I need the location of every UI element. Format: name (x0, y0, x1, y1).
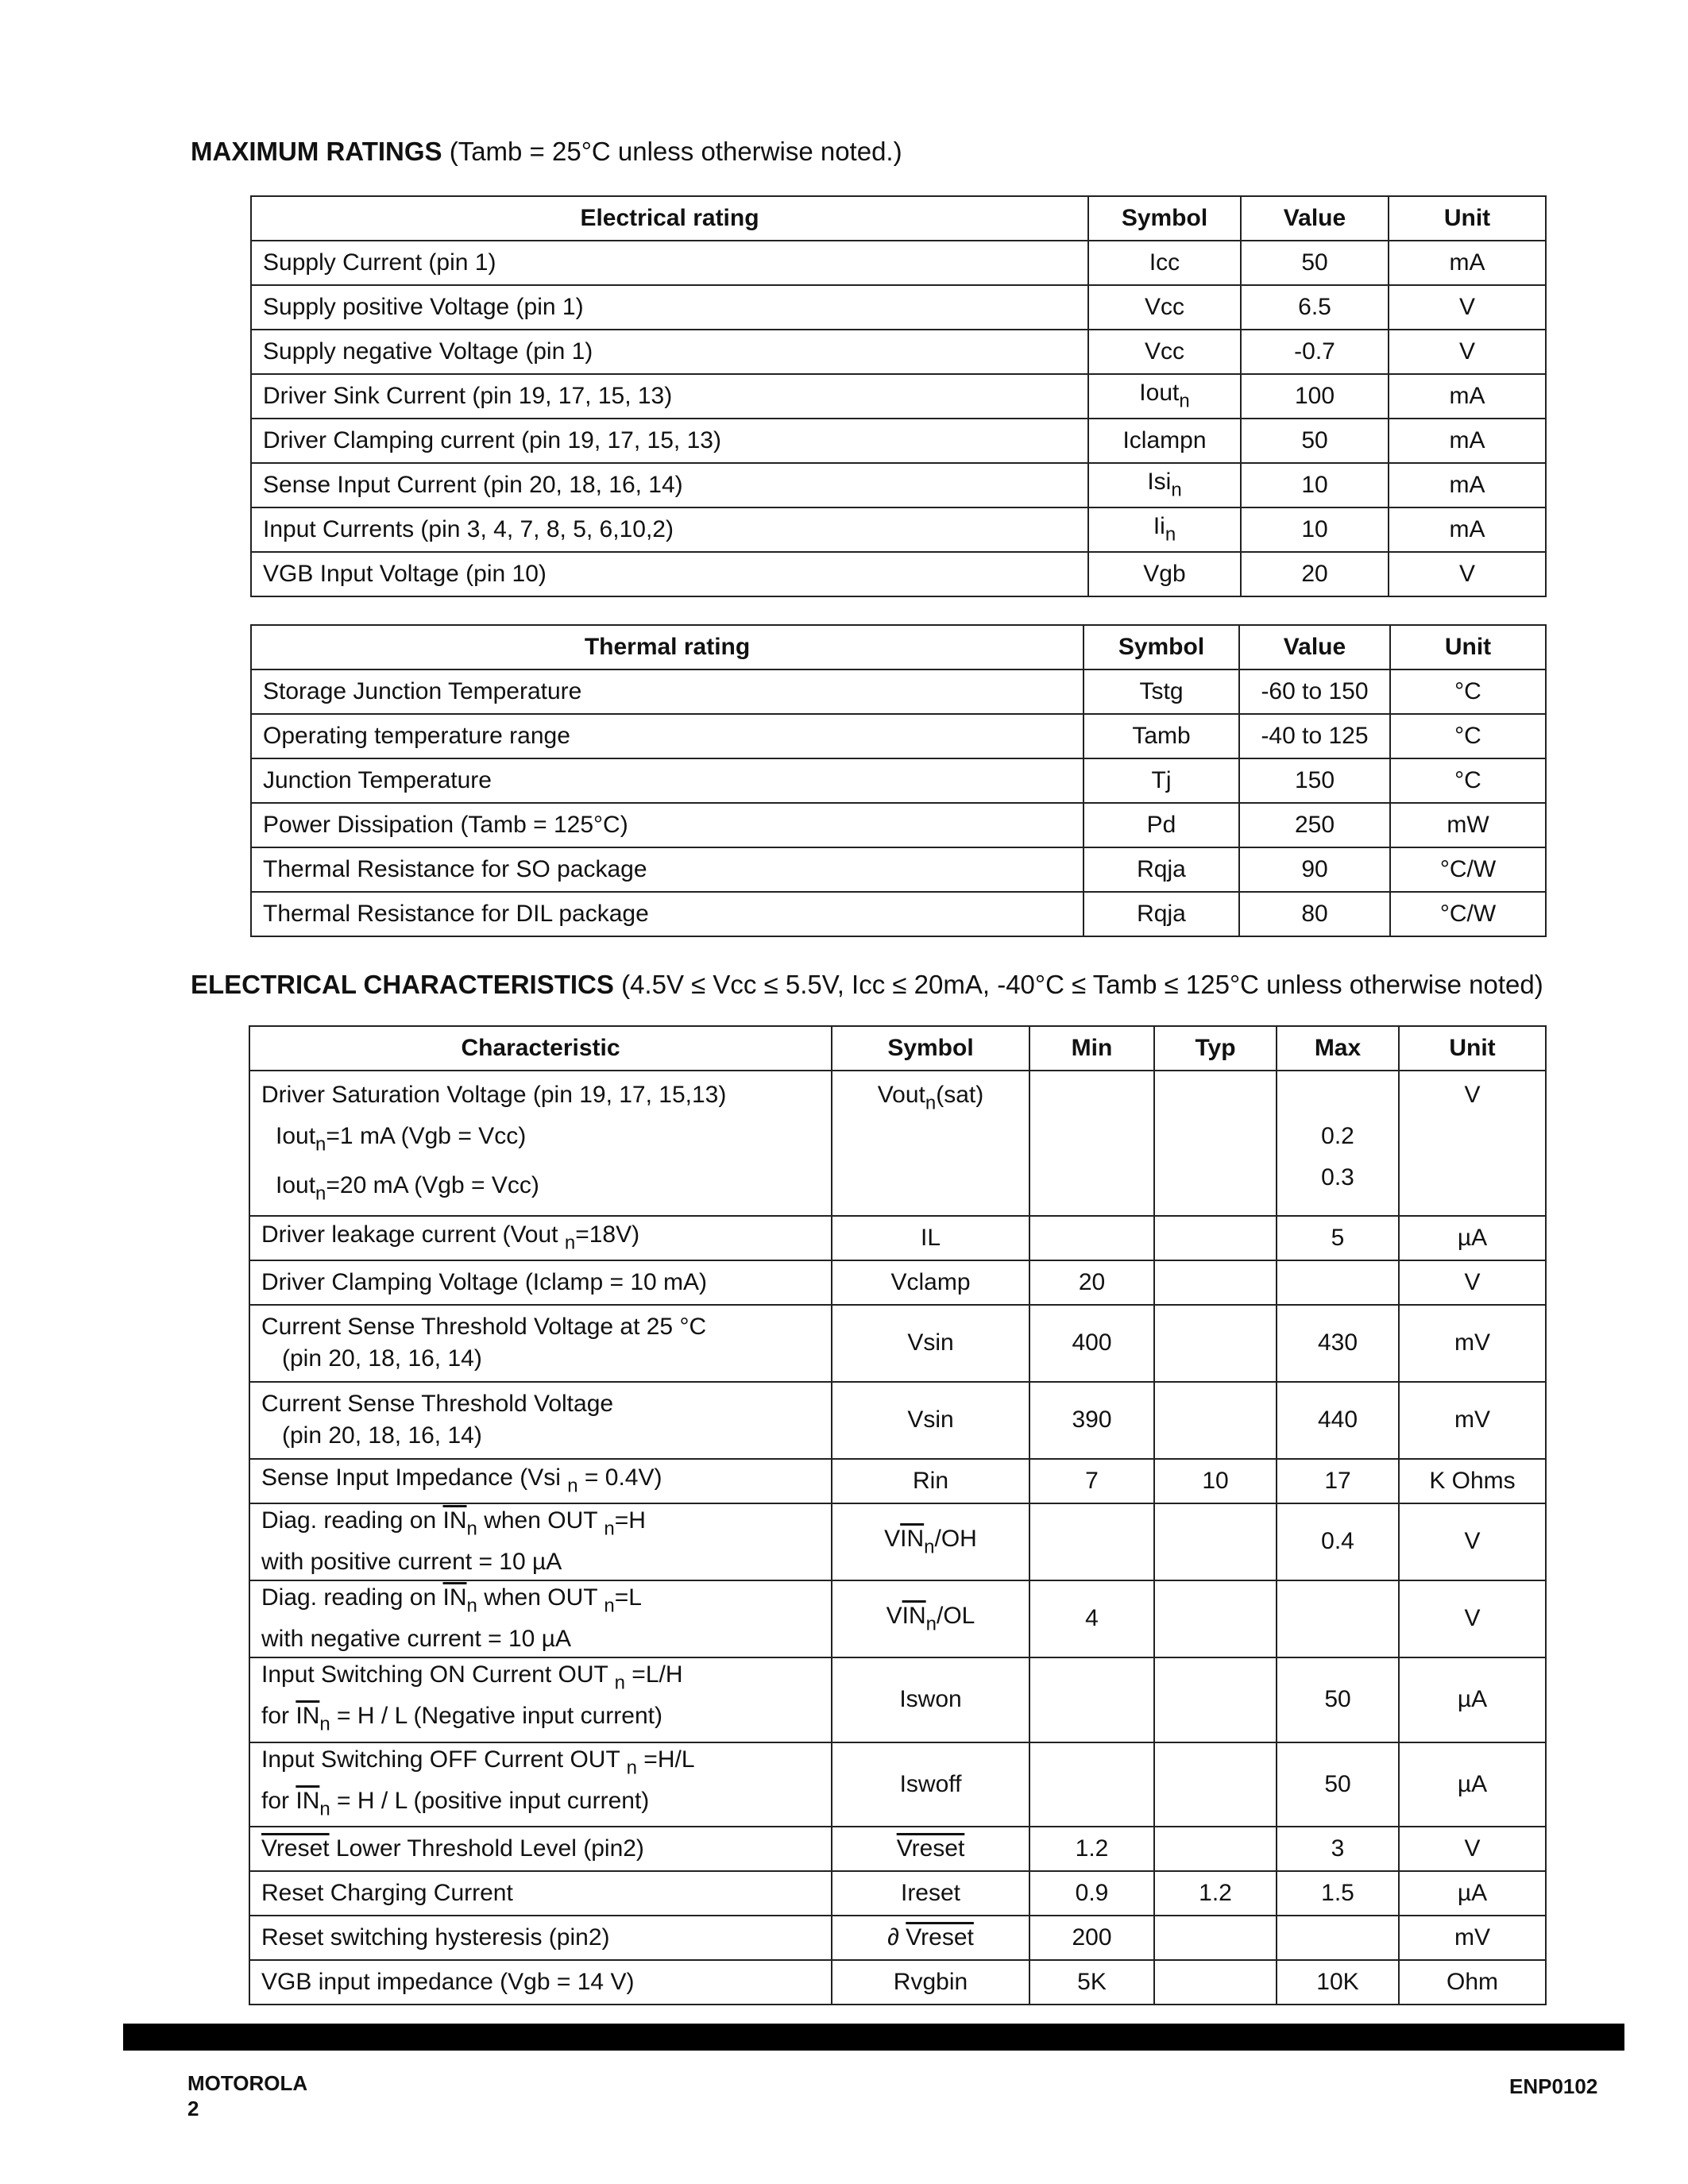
col-header: Max (1277, 1026, 1399, 1071)
characteristic-line: with positive current = 10 µA (261, 1549, 562, 1576)
table-row (251, 714, 1546, 758)
table-row (249, 1580, 1546, 1657)
symbol-subscript: n (1171, 479, 1182, 501)
unit-cell: V (1389, 330, 1546, 374)
value-cell: 80 (1239, 892, 1390, 936)
text-span: Diag. reading on (261, 1584, 443, 1611)
max-cell: 430 (1277, 1305, 1399, 1382)
unit-cell: mA (1389, 374, 1546, 419)
table-row (251, 419, 1546, 463)
col-header: Unit (1390, 625, 1546, 669)
symbol-cell: IL (832, 1216, 1029, 1260)
value-cell: 50 (1241, 241, 1389, 285)
unit-cell: mA (1389, 507, 1546, 552)
max-cell (1277, 1916, 1399, 1960)
unit-cell: °C (1390, 669, 1546, 714)
symbol-overline: $\overline{IN}$ (900, 1525, 925, 1552)
characteristic-cell (249, 1657, 832, 1742)
document-id: ENP0102 (1509, 2074, 1598, 2098)
min-cell (1029, 1503, 1154, 1580)
min-cell (1029, 1742, 1154, 1827)
footer-bar (123, 2024, 1624, 2051)
symbol-subscript: n (1179, 390, 1190, 412)
text-span: =20 mA (Vgb = Vcc) (326, 1172, 539, 1199)
unit-cell: mV (1399, 1305, 1546, 1382)
elec-char-title: ELECTRICAL CHARACTERISTICS (191, 970, 614, 999)
typ-cell (1154, 1382, 1277, 1459)
table-row (249, 1916, 1546, 1960)
subscript: n (925, 1092, 937, 1114)
elec-char-note: (4.5V ≤ Vcc ≤ 5.5V, Icc ≤ 20mA, -40°C ≤ Tamb ≤ 125°C unless otherwise noted) (613, 970, 1543, 999)
symbol-cell: Vcc (1088, 330, 1241, 374)
rating-cell: Thermal Resistance for SO package (251, 847, 1083, 892)
col-header: Value (1241, 196, 1389, 241)
page-number: 2 (187, 2097, 199, 2120)
symbol-cell: Tamb (1083, 714, 1239, 758)
symbol-overline: $\overline{IN}$ (902, 1602, 926, 1629)
value-cell: -60 to 150 (1239, 669, 1390, 714)
text-span: = H / L (Negative input current) (330, 1703, 662, 1730)
unit-cell: mA (1389, 241, 1546, 285)
value-cell: 100 (1241, 374, 1389, 419)
table-row (249, 1216, 1546, 1260)
characteristic-line (261, 1165, 820, 1214)
symbol-text: Vout (877, 1082, 925, 1108)
unit-cell: V (1389, 552, 1546, 596)
characteristic-line (261, 1785, 820, 1826)
subscript: n (466, 1518, 477, 1540)
table-row (249, 1305, 1546, 1382)
unit-cell: V (1399, 1260, 1546, 1305)
text-span: =L (614, 1584, 642, 1611)
unit-cell: µA (1399, 1216, 1546, 1260)
thermal-rating-table (250, 624, 1547, 937)
rating-cell: Junction Temperature (251, 758, 1083, 803)
table-row (249, 1871, 1546, 1916)
characteristic-line (261, 1700, 820, 1741)
max-cell: 50 (1277, 1742, 1399, 1827)
characteristic-line: Current Sense Threshold Voltage at 25 °C (261, 1314, 707, 1341)
characteristic-line (261, 1658, 820, 1700)
text-span: = 0.4V) (577, 1464, 662, 1491)
table-row (249, 1071, 1546, 1216)
text-overline: $\overline{IN}$ (442, 1584, 467, 1611)
typ-cell (1154, 1657, 1277, 1742)
table-row (251, 847, 1546, 892)
unit-cell: V (1399, 1580, 1546, 1657)
symbol-text: /OL (937, 1602, 975, 1629)
max-cell (1277, 1071, 1399, 1216)
col-header: Unit (1389, 196, 1546, 241)
max-cell: 0.4 (1277, 1503, 1399, 1580)
text-span: Iout (276, 1172, 316, 1199)
text-overline: $\overline{IN}$ (442, 1507, 467, 1534)
text-span: when OUT (477, 1507, 605, 1534)
characteristic-line: (pin 20, 18, 16, 14) (282, 1422, 482, 1449)
electrical-characteristics-table (249, 1025, 1547, 2005)
table-row (249, 1260, 1546, 1305)
value-cell: 150 (1239, 758, 1390, 803)
table-row (251, 241, 1546, 285)
symbol-text: Ii (1153, 513, 1165, 540)
text-span: for (261, 1703, 296, 1730)
text-span: Sense Input Impedance (Vsi (261, 1464, 568, 1491)
unit-cell: µA (1399, 1871, 1546, 1916)
characteristic-line: (pin 20, 18, 16, 14) (282, 1345, 482, 1372)
symbol-text: /OH (934, 1525, 977, 1552)
col-header: Unit (1399, 1026, 1546, 1071)
typ-cell (1154, 1960, 1277, 2005)
max-cell: 3 (1277, 1827, 1399, 1871)
text-span: Driver leakage current (Vout (261, 1221, 565, 1248)
subscript: n (319, 1798, 330, 1820)
symbol-text: V (884, 1525, 901, 1552)
symbol-cell: Iswoff (832, 1742, 1029, 1827)
table-row (249, 1742, 1546, 1827)
electrical-rating-table (250, 195, 1547, 597)
subscript: n (604, 1518, 615, 1540)
min-cell (1029, 1216, 1154, 1260)
text-span: for (261, 1787, 296, 1814)
table-header-row (251, 196, 1546, 241)
symbol-text: V (886, 1602, 902, 1629)
table-row (251, 374, 1546, 419)
symbol-cell (832, 1071, 1029, 1216)
typ-cell (1154, 1260, 1277, 1305)
typ-cell: 10 (1154, 1459, 1277, 1503)
characteristic-line (261, 1743, 820, 1785)
min-cell: 7 (1029, 1459, 1154, 1503)
table-row (251, 552, 1546, 596)
symbol-cell: Tstg (1083, 669, 1239, 714)
unit-cell: °C (1390, 758, 1546, 803)
characteristic-cell: Driver Clamping Voltage (Iclamp = 10 mA) (249, 1260, 832, 1305)
unit-cell: V (1389, 285, 1546, 330)
symbol-cell: Icc (1088, 241, 1241, 285)
min-cell: 390 (1029, 1382, 1154, 1459)
max-ratings-note: (Tamb = 25°C unless otherwise noted.) (442, 137, 902, 166)
characteristic-line (261, 1504, 820, 1545)
min-cell: 4 (1029, 1580, 1154, 1657)
value-cell: 10 (1241, 507, 1389, 552)
text-span: =H/L (636, 1746, 695, 1773)
max-cell: 17 (1277, 1459, 1399, 1503)
characteristic-cell: VGB input impedance (Vgb = 14 V) (249, 1960, 832, 2005)
characteristic-line: with negative current = 10 µA (261, 1626, 571, 1653)
symbol-cell: Iswon (832, 1657, 1029, 1742)
value-cell: -40 to 125 (1239, 714, 1390, 758)
rating-cell: VGB Input Voltage (pin 10) (251, 552, 1088, 596)
text-span: when OUT (477, 1584, 605, 1611)
unit-cell: mV (1399, 1916, 1546, 1960)
subscript: n (614, 1672, 625, 1694)
symbol-cell: Vclamp (832, 1260, 1029, 1305)
characteristic-line (261, 1581, 820, 1623)
symbol-cell: Rin (832, 1459, 1029, 1503)
col-header: Symbol (1083, 625, 1239, 669)
characteristic-cell: Reset Charging Current (249, 1871, 832, 1916)
characteristic-cell (249, 1216, 832, 1260)
symbol-cell (832, 1916, 1029, 1960)
table-header-row (251, 625, 1546, 669)
subscript: n (626, 1756, 637, 1778)
subscript: n (564, 1232, 576, 1254)
col-header: Symbol (832, 1026, 1029, 1071)
characteristic-cell (249, 1071, 832, 1216)
text-span: Input Switching ON Current OUT (261, 1661, 615, 1688)
min-cell: 1.2 (1029, 1827, 1154, 1871)
unit-cell: mA (1389, 463, 1546, 507)
symbol-text: Isi (1147, 469, 1172, 496)
unit-cell: °C/W (1390, 847, 1546, 892)
characteristic-line: Current Sense Threshold Voltage (261, 1391, 614, 1418)
max-cell (1277, 1580, 1399, 1657)
table-row (251, 803, 1546, 847)
typ-cell: 1.2 (1154, 1871, 1277, 1916)
min-cell (1029, 1657, 1154, 1742)
min-cell: 20 (1029, 1260, 1154, 1305)
table-row (249, 1827, 1546, 1871)
symbol-cell (1088, 374, 1241, 419)
typ-cell (1154, 1580, 1277, 1657)
subscript: n (567, 1475, 578, 1497)
subscript: n (466, 1595, 477, 1617)
unit-cell: V (1399, 1503, 1546, 1580)
col-header: Thermal rating (251, 625, 1083, 669)
table-row (251, 758, 1546, 803)
text-overline: $\overline{IN}$ (295, 1787, 320, 1814)
unit-text: V (1464, 1082, 1481, 1108)
table-row (249, 1503, 1546, 1580)
max-ratings-heading (191, 137, 902, 167)
text-span: Diag. reading on (261, 1507, 443, 1534)
text-overline: Vreset (261, 1835, 330, 1862)
unit-cell: Ohm (1399, 1960, 1546, 2005)
rating-cell: Supply positive Voltage (pin 1) (251, 285, 1088, 330)
text-overline: $\overline{IN}$ (295, 1703, 320, 1730)
max-ratings-title: MAXIMUM RATINGS (191, 137, 442, 166)
symbol-cell: Tj (1083, 758, 1239, 803)
typ-cell (1154, 1216, 1277, 1260)
symbol-cell (832, 1503, 1029, 1580)
unit-cell: °C (1390, 714, 1546, 758)
min-cell (1029, 1071, 1154, 1216)
table-row (249, 1960, 1546, 2005)
subscript: n (924, 1535, 935, 1557)
subscript: n (604, 1595, 615, 1617)
value-cell: -0.7 (1241, 330, 1389, 374)
text-span: =L/H (624, 1661, 683, 1688)
value-cell: 20 (1241, 552, 1389, 596)
symbol-cell (1088, 463, 1241, 507)
rating-cell: Thermal Resistance for DIL package (251, 892, 1083, 936)
electrical-characteristics-heading (191, 970, 1543, 1000)
unit-cell: µA (1399, 1657, 1546, 1742)
symbol-cell: Rqja (1083, 847, 1239, 892)
typ-cell (1154, 1503, 1277, 1580)
unit-cell: mW (1390, 803, 1546, 847)
characteristic-cell: Reset switching hysteresis (pin2) (249, 1916, 832, 1960)
characteristic-cell (249, 1503, 832, 1580)
typ-cell (1154, 1916, 1277, 1960)
table-row (251, 285, 1546, 330)
value-cell: 250 (1239, 803, 1390, 847)
symbol-cell (832, 1580, 1029, 1657)
symbol-subscript: n (1165, 523, 1176, 546)
symbol-cell: Vsin (832, 1305, 1029, 1382)
symbol-cell: Vgb (1088, 552, 1241, 596)
table-row (251, 892, 1546, 936)
symbol-text: Iout (1139, 380, 1180, 407)
characteristic-cell (249, 1382, 832, 1459)
max-cell (1277, 1260, 1399, 1305)
unit-cell: °C/W (1390, 892, 1546, 936)
min-cell: 400 (1029, 1305, 1154, 1382)
text-span: Lower Threshold Level (pin2) (329, 1835, 644, 1862)
rating-cell: Driver Clamping current (pin 19, 17, 15, 13) (251, 419, 1088, 463)
value-cell: 90 (1239, 847, 1390, 892)
rating-cell: Input Currents (pin 3, 4, 7, 8, 5, 6,10,2) (251, 507, 1088, 552)
text-span: Input Switching OFF Current OUT (261, 1746, 627, 1773)
rating-cell: Sense Input Current (pin 20, 18, 16, 14) (251, 463, 1088, 507)
unit-cell (1399, 1071, 1546, 1216)
max-cell: 1.5 (1277, 1871, 1399, 1916)
symbol-text: (sat) (936, 1082, 984, 1108)
table-header-row (249, 1026, 1546, 1071)
typ-cell (1154, 1827, 1277, 1871)
symbol-cell (832, 1827, 1029, 1871)
text-span: =1 mA (Vgb = Vcc) (326, 1123, 527, 1149)
symbol-text: ∂ (887, 1924, 906, 1951)
symbol-cell (1088, 507, 1241, 552)
max-cell: 440 (1277, 1382, 1399, 1459)
rating-cell: Power Dissipation (Tamb = 125°C) (251, 803, 1083, 847)
col-header: Value (1239, 625, 1390, 669)
symbol-cell: Vcc (1088, 285, 1241, 330)
characteristic-line (261, 1116, 820, 1165)
text-span: = H / L (positive input current) (330, 1787, 650, 1814)
max-cell: 5 (1277, 1216, 1399, 1260)
footer-brand: MOTOROLA (187, 2071, 308, 2095)
col-header: Characteristic (249, 1026, 832, 1071)
symbol-cell: Rqja (1083, 892, 1239, 936)
subscript: n (319, 1713, 330, 1735)
unit-cell: mA (1389, 419, 1546, 463)
table-row (251, 507, 1546, 552)
subscript: n (315, 1183, 326, 1205)
col-header: Symbol (1088, 196, 1241, 241)
rating-cell: Storage Junction Temperature (251, 669, 1083, 714)
characteristic-cell (249, 1459, 832, 1503)
rating-cell: Operating temperature range (251, 714, 1083, 758)
symbol-cell: Ireset (832, 1871, 1029, 1916)
table-row (249, 1657, 1546, 1742)
characteristic-cell (249, 1742, 832, 1827)
table-row (249, 1459, 1546, 1503)
symbol-overline: Vreset (896, 1835, 965, 1862)
table-row (251, 463, 1546, 507)
unit-cell: K Ohms (1399, 1459, 1546, 1503)
characteristic-cell (249, 1305, 832, 1382)
min-cell: 0.9 (1029, 1871, 1154, 1916)
typ-cell (1154, 1305, 1277, 1382)
symbol-cell: Rvgbin (832, 1960, 1029, 2005)
unit-cell: µA (1399, 1742, 1546, 1827)
symbol-cell: Vsin (832, 1382, 1029, 1459)
characteristic-line: Driver Saturation Voltage (pin 19, 17, 15,13) (261, 1082, 727, 1108)
col-header: Min (1029, 1026, 1154, 1071)
max-value: 0.2 (1321, 1123, 1354, 1149)
table-row (249, 1382, 1546, 1459)
max-cell: 10K (1277, 1960, 1399, 2005)
subscript: n (315, 1133, 326, 1156)
characteristic-cell (249, 1580, 832, 1657)
text-span: =18V) (575, 1221, 640, 1248)
unit-cell: mV (1399, 1382, 1546, 1459)
col-header: Electrical rating (251, 196, 1088, 241)
table-row (251, 669, 1546, 714)
value-cell: 10 (1241, 463, 1389, 507)
rating-cell: Supply Current (pin 1) (251, 241, 1088, 285)
characteristic-cell (249, 1827, 832, 1871)
unit-cell: V (1399, 1827, 1546, 1871)
max-cell: 50 (1277, 1657, 1399, 1742)
rating-cell: Driver Sink Current (pin 19, 17, 15, 13) (251, 374, 1088, 419)
symbol-cell: Iclampn (1088, 419, 1241, 463)
symbol-overline: Vreset (906, 1924, 974, 1951)
typ-cell (1154, 1071, 1277, 1216)
table-row (251, 330, 1546, 374)
text-span: Iout (276, 1123, 316, 1149)
value-cell: 50 (1241, 419, 1389, 463)
subscript: n (925, 1612, 937, 1634)
col-header: Typ (1154, 1026, 1277, 1071)
min-cell: 200 (1029, 1916, 1154, 1960)
text-span: =H (614, 1507, 646, 1534)
min-cell: 5K (1029, 1960, 1154, 2005)
max-value: 0.3 (1321, 1164, 1354, 1190)
typ-cell (1154, 1742, 1277, 1827)
value-cell: 6.5 (1241, 285, 1389, 330)
rating-cell: Supply negative Voltage (pin 1) (251, 330, 1088, 374)
symbol-cell: Pd (1083, 803, 1239, 847)
